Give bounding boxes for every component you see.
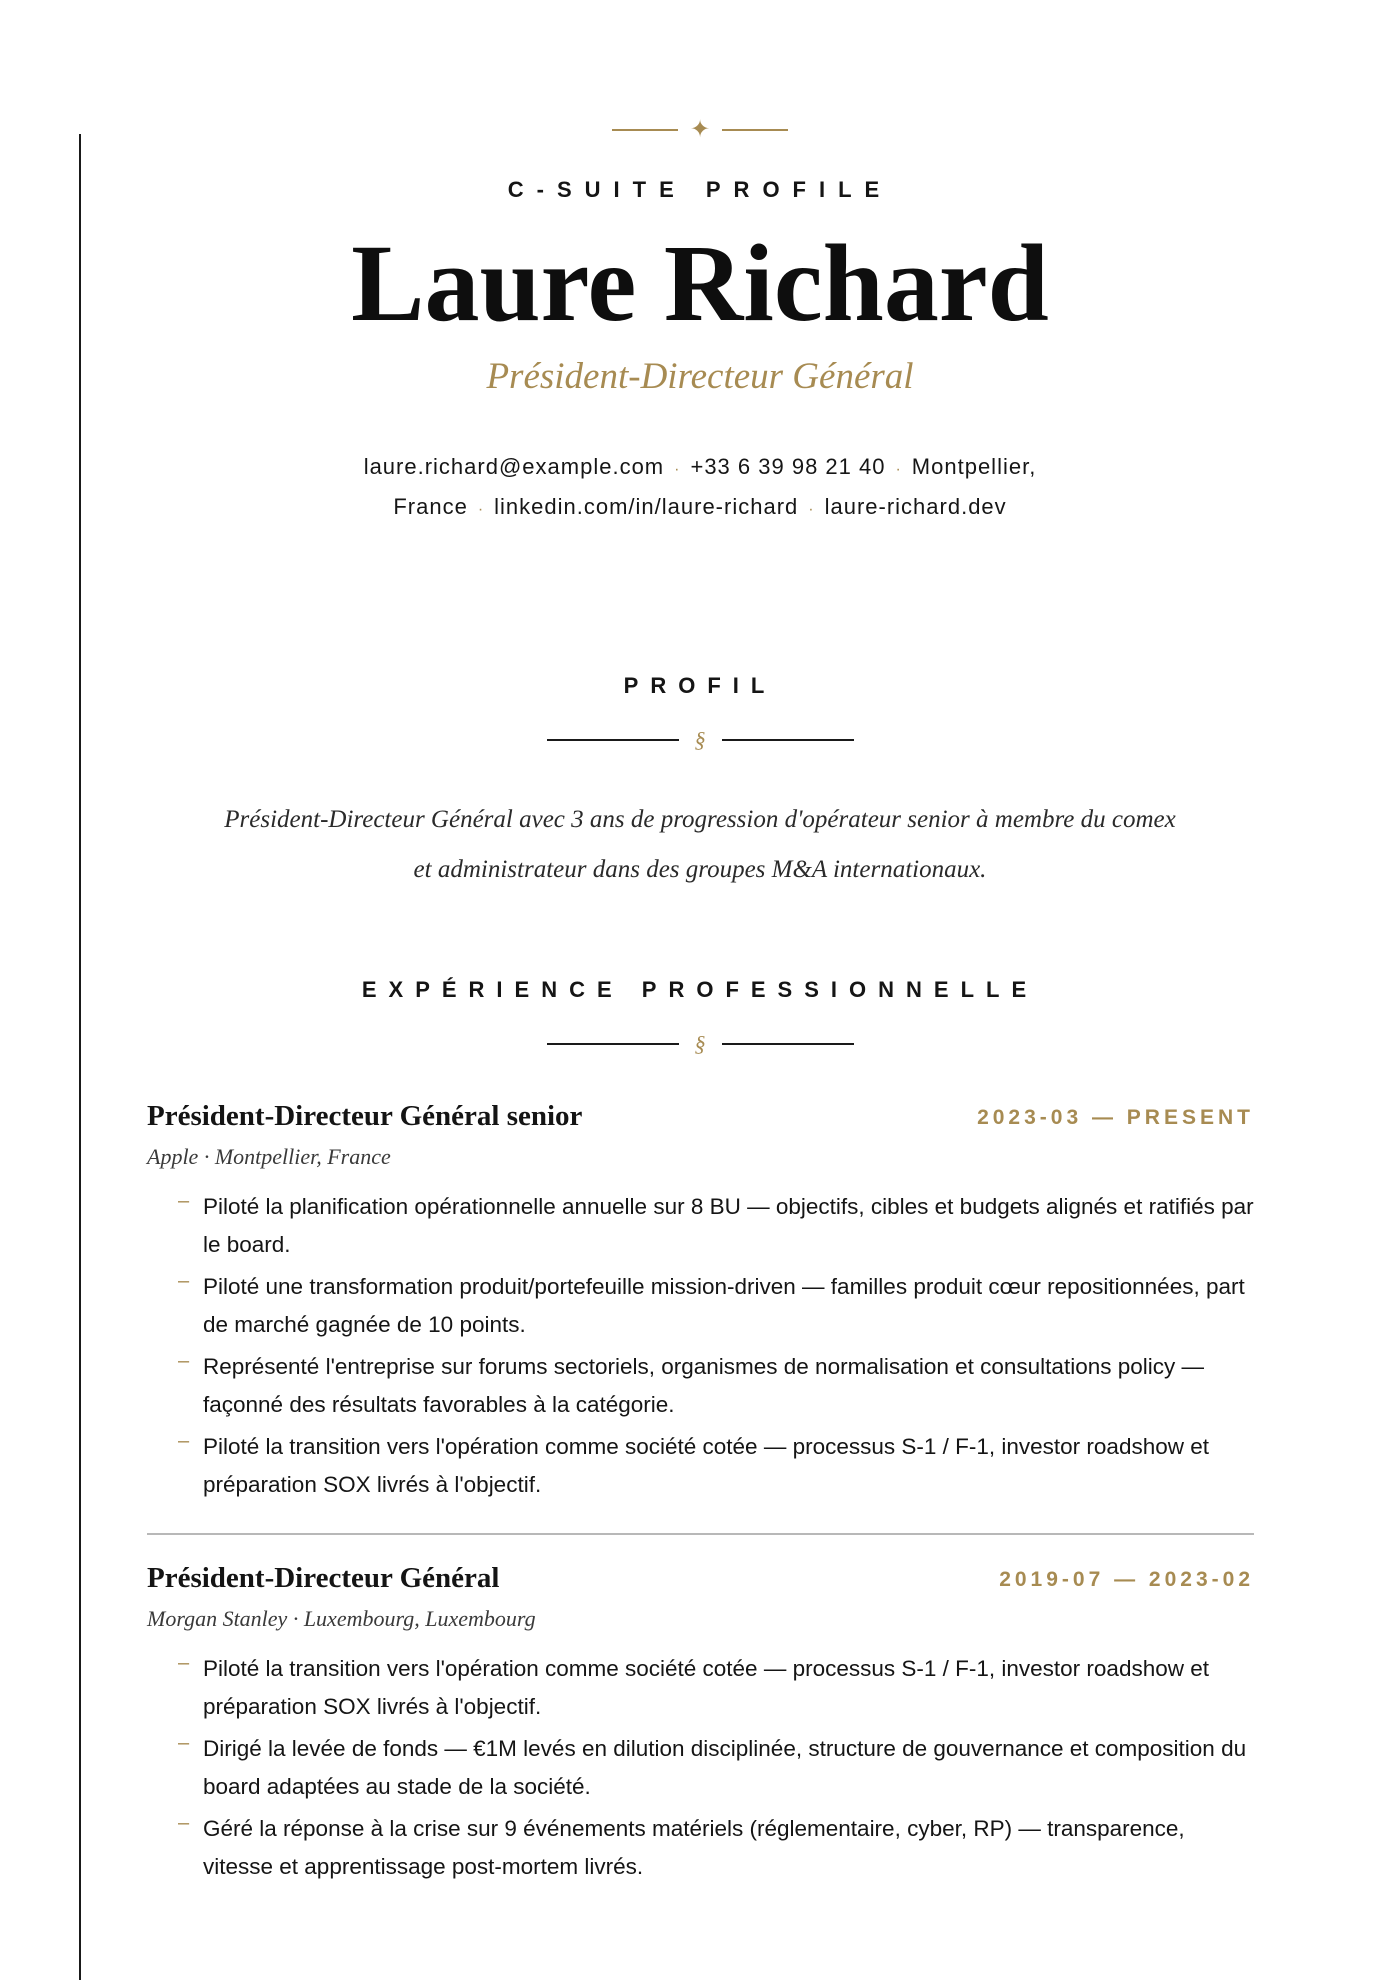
experience-section-divider — [0, 1029, 1400, 1059]
job-role: Président-Directeur Général senior — [147, 1100, 583, 1132]
dash-icon: – — [178, 1270, 190, 1292]
divider-line-left — [547, 1043, 679, 1045]
ornament-line-left — [612, 129, 678, 131]
job-bullet — [147, 1268, 1254, 1344]
profile-section-title: PROFIL — [623, 673, 777, 698]
divider-line-right — [722, 739, 854, 741]
job-bullet — [147, 1730, 1254, 1806]
dash-icon: – — [178, 1350, 190, 1372]
divider-line-left — [547, 739, 679, 741]
job-dates: 2023-03 — PRESENT — [977, 1106, 1254, 1129]
contact-line-2 — [300, 488, 1100, 528]
divider-line-right — [722, 1043, 854, 1045]
dash-icon: – — [178, 1732, 190, 1754]
experience-header — [147, 1562, 1254, 1602]
job-bullet-text: Piloté la transition vers l'opération comme société cotée — processus S-1 / F-1, investor roadshow et préparation SOX livrés à l'objectif. — [203, 1656, 1209, 1719]
job-role: Président-Directeur Général — [147, 1562, 500, 1594]
job-bullet — [147, 1810, 1254, 1886]
profile-summary-line-2: et administrateur dans des groupes M&A internationaux. — [413, 856, 987, 883]
job-bullet-text: Piloté la planification opérationnelle annuelle sur 8 BU — objectifs, cibles et budgets alignés et ratifiés par le board. — [203, 1194, 1254, 1257]
location-city: Montpellier, — [911, 454, 1037, 479]
dash-icon: – — [178, 1190, 190, 1212]
job-company: Apple · Montpellier, France — [147, 1144, 391, 1169]
experience-section-title: EXPÉRIENCE PROFESSIONNELLE — [361, 977, 1039, 1002]
dash-icon: – — [178, 1652, 190, 1674]
job-bullets — [147, 1650, 1254, 1886]
contact-separator: · — [674, 461, 681, 478]
profile-eyebrow: C-SUITE PROFILE — [507, 177, 893, 202]
experience-separator — [147, 1533, 1254, 1535]
section-mark-icon: § — [694, 727, 706, 752]
dash-icon: – — [178, 1812, 190, 1834]
experience-entry — [147, 1100, 1254, 1508]
person-title: Président-Directeur Général — [486, 356, 914, 397]
job-bullet — [147, 1188, 1254, 1264]
linkedin-link[interactable]: linkedin.com/in/laure-richard — [494, 494, 799, 519]
job-bullet-text: Piloté une transformation produit/portefeuille mission-driven — familles produit cœur repositionnées, part de marché gagnée de 10 points. — [203, 1274, 1245, 1337]
job-bullet — [147, 1428, 1254, 1504]
job-bullet-text: Dirigé la levée de fonds — €1M levés en dilution disciplinée, structure de gouvernance et composition du board adaptées au stade de la société. — [203, 1736, 1247, 1799]
sparkle-icon: ✦ — [689, 116, 711, 143]
email-link[interactable]: laure.richard@example.com — [363, 454, 665, 479]
person-name: Laure Richard — [351, 222, 1049, 344]
profile-section-divider — [0, 725, 1400, 755]
contact-info — [300, 448, 1100, 528]
job-bullet — [147, 1348, 1254, 1424]
job-dates: 2019-07 — 2023-02 — [999, 1568, 1254, 1591]
website-link[interactable]: laure-richard.dev — [824, 494, 1007, 519]
phone-number[interactable]: +33 6 39 98 21 40 — [690, 454, 886, 479]
header-ornament — [0, 115, 1400, 145]
job-bullet — [147, 1650, 1254, 1726]
dash-icon: – — [178, 1430, 190, 1452]
profile-summary-line-1: Président-Directeur Général avec 3 ans de progression d'opérateur senior à membre du comex — [224, 806, 1176, 833]
job-company: Morgan Stanley · Luxembourg, Luxembourg — [147, 1606, 536, 1631]
job-bullet-text: Représenté l'entreprise sur forums sectoriels, organismes de normalisation et consultations policy — façonné des résultats favorables à la catégorie. — [203, 1354, 1204, 1417]
contact-separator: · — [477, 501, 485, 518]
contact-separator: · — [808, 501, 815, 518]
job-bullet-text: Géré la réponse à la crise sur 9 événements matériels (réglementaire, cyber, RP) — transparence, vitesse et apprentissage post-mortem livrés. — [203, 1816, 1185, 1879]
contact-separator: · — [895, 461, 902, 478]
job-bullets — [147, 1188, 1254, 1504]
location-country: France — [393, 494, 468, 519]
contact-line-1 — [300, 448, 1100, 488]
ornament-line-right — [722, 129, 788, 131]
profile-summary — [220, 795, 1180, 895]
experience-header — [147, 1100, 1254, 1140]
experience-entry — [147, 1562, 1254, 1890]
job-bullet-text: Piloté la transition vers l'opération comme société cotée — processus S-1 / F-1, investor roadshow et préparation SOX livrés à l'objectif. — [203, 1434, 1209, 1497]
section-mark-icon: § — [694, 1031, 706, 1056]
